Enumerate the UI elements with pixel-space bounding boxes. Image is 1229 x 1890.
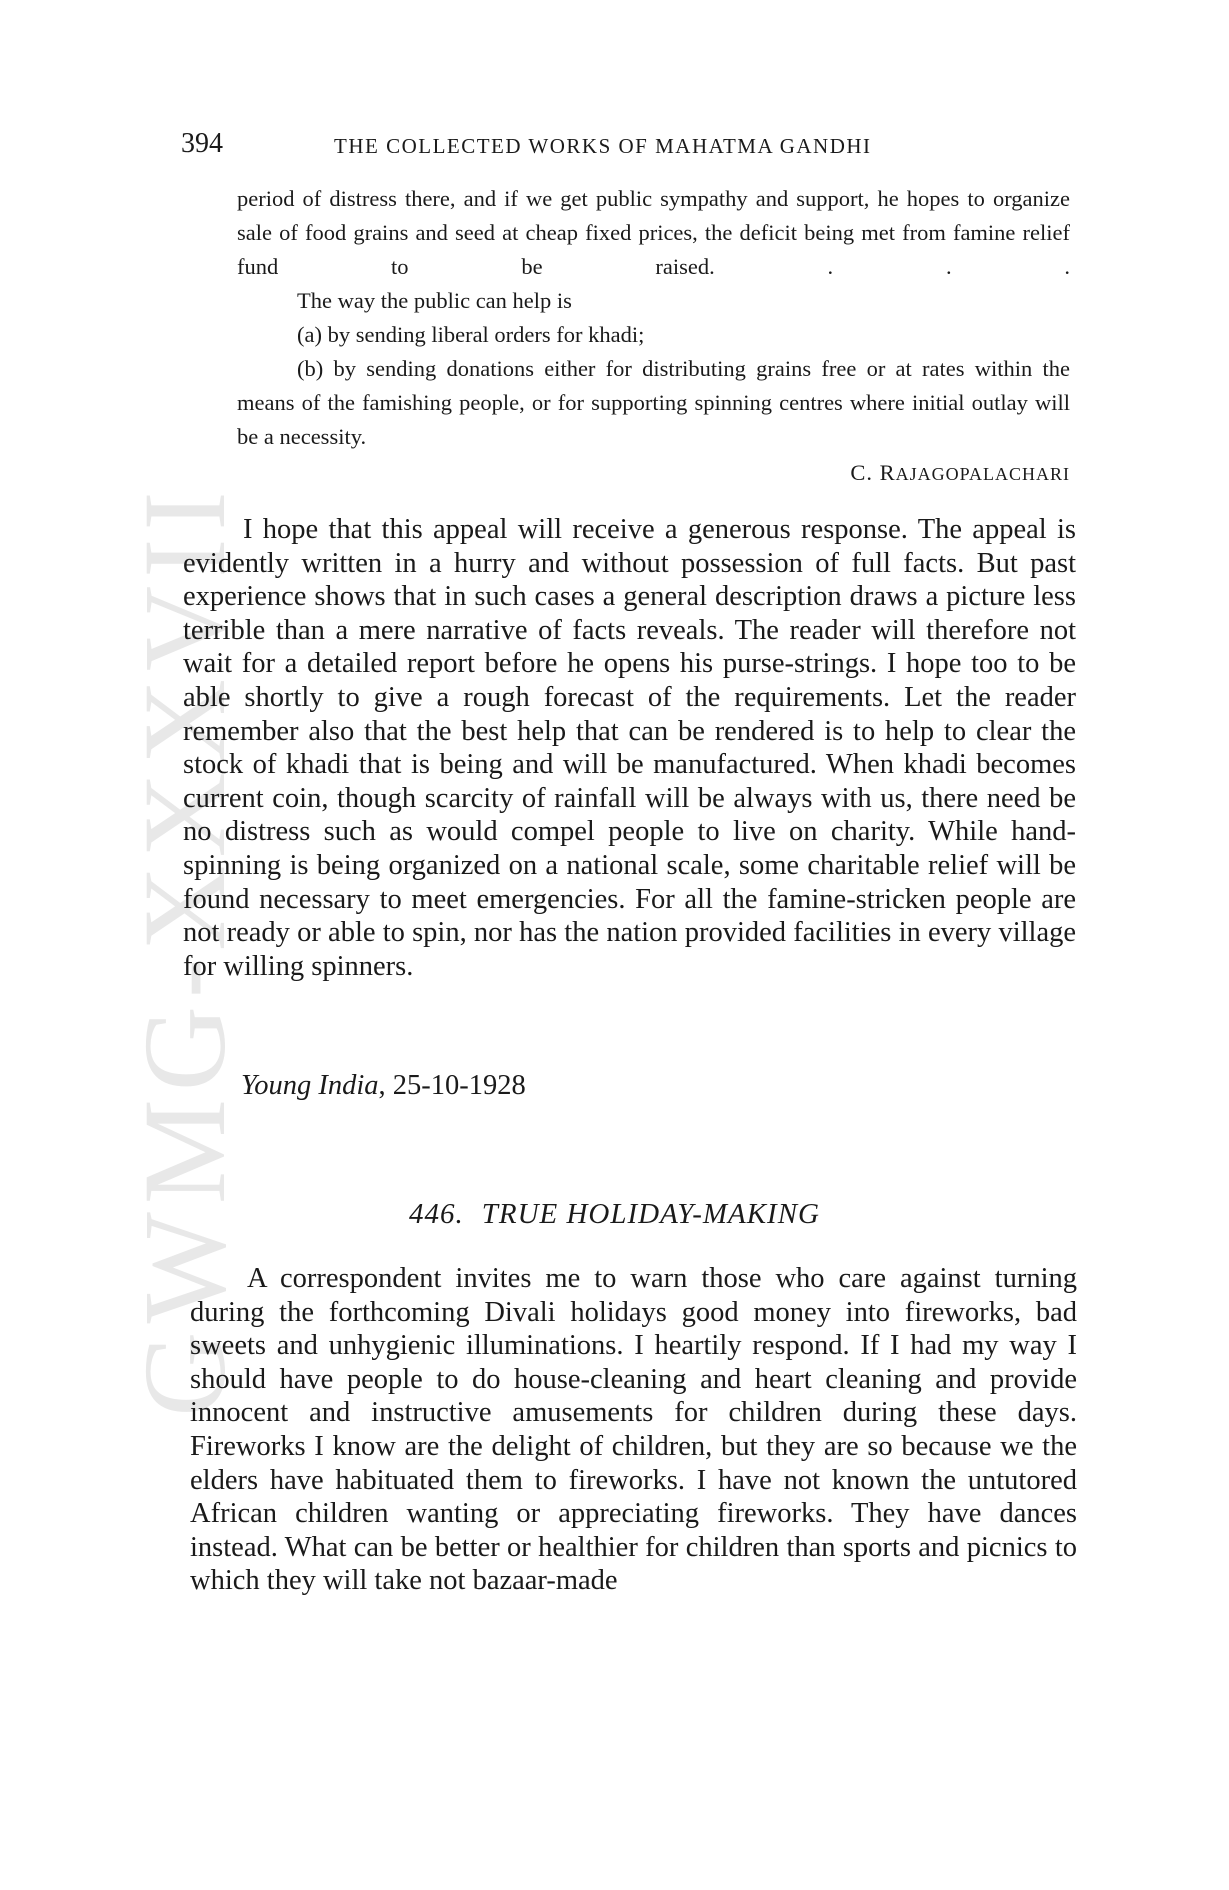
source-date: , 25-10-1928 (378, 1070, 526, 1101)
section-number: 446. (408, 1198, 464, 1230)
watermark-text: GWMG-XXXVII (119, 483, 250, 1417)
signature-initial: C. R (850, 460, 896, 485)
quote-paragraph: The way the public can help is (297, 288, 572, 313)
running-title: THE COLLECTED WORKS OF MAHATMA GANDHI (334, 134, 872, 158)
section-title: TRUE HOLIDAY-MAKING (481, 1198, 821, 1230)
quote-list-item-b: (b) by sending donations either for distributing grains free or at rates within the means of the famishing people, or for supporting spinning centres where initial outlay will be a necessity. (237, 356, 1070, 449)
source-publication: Young India (241, 1070, 379, 1101)
page-number: 394 (181, 128, 223, 159)
signature-rest: AJAGOPALACHARI (895, 464, 1070, 484)
running-head (181, 128, 1109, 168)
quoted-appeal (237, 182, 1070, 491)
quote-signature (237, 456, 1070, 491)
commentary-paragraph: I hope that this appeal will receive a generous response. The appeal is evidently written in a hurry and without possession of full facts. But past experience shows that in such cases a general description draws a picture less terrible than a mere narrative of facts reveals. The reader will therefore not wait for a detailed report before he opens his purse-strings. I hope too to be able shortly to give a rough forecast of the requirements. Let the reader remember also that the best help that can be rendered is to help to clear the stock of khadi that is being and will be manufactured. When khadi becomes current coin, though scarcity of rainfall will be always with us, there need be no distress such as would compel people to live on charity. While hand-spinning is being organized on a national scale, some charitable relief will be found necessary to meet emergencies. For all the famine-stricken people are not ready or able to spin, nor has the nation provided facilities in every village for willing spinners. (183, 514, 1076, 982)
quote-paragraph: period of distress there, and if we get public sympathy and support, he hopes to organize sale of food grains and seed at cheap fixed prices, the deficit being met from famine relief fund to be raised. . . . (237, 186, 1070, 279)
section-paragraph: A correspondent invites me to warn those who care against turning during the forthcoming Divali holidays good money into fireworks, bad sweets and unhygienic illuminations. I heartily respond. If I had my way I should have people to do house-cleaning and heart cleaning and provide innocent and instructive amusements for children during these days. Fireworks I know are the delight of children, but they are so because we the elders have habituated them to fireworks. I have not known the untutored African children wanting or appreciating fireworks. They have dances instead. What can be better or healthier for children than sports and picnics to which they will take not bazaar-made (190, 1263, 1077, 1597)
commentary (183, 513, 1076, 983)
section-heading (0, 1198, 1229, 1231)
source-citation (241, 1070, 526, 1102)
section-body (190, 1262, 1077, 1598)
quote-list-item-a: (a) by sending liberal orders for khadi; (297, 322, 645, 347)
